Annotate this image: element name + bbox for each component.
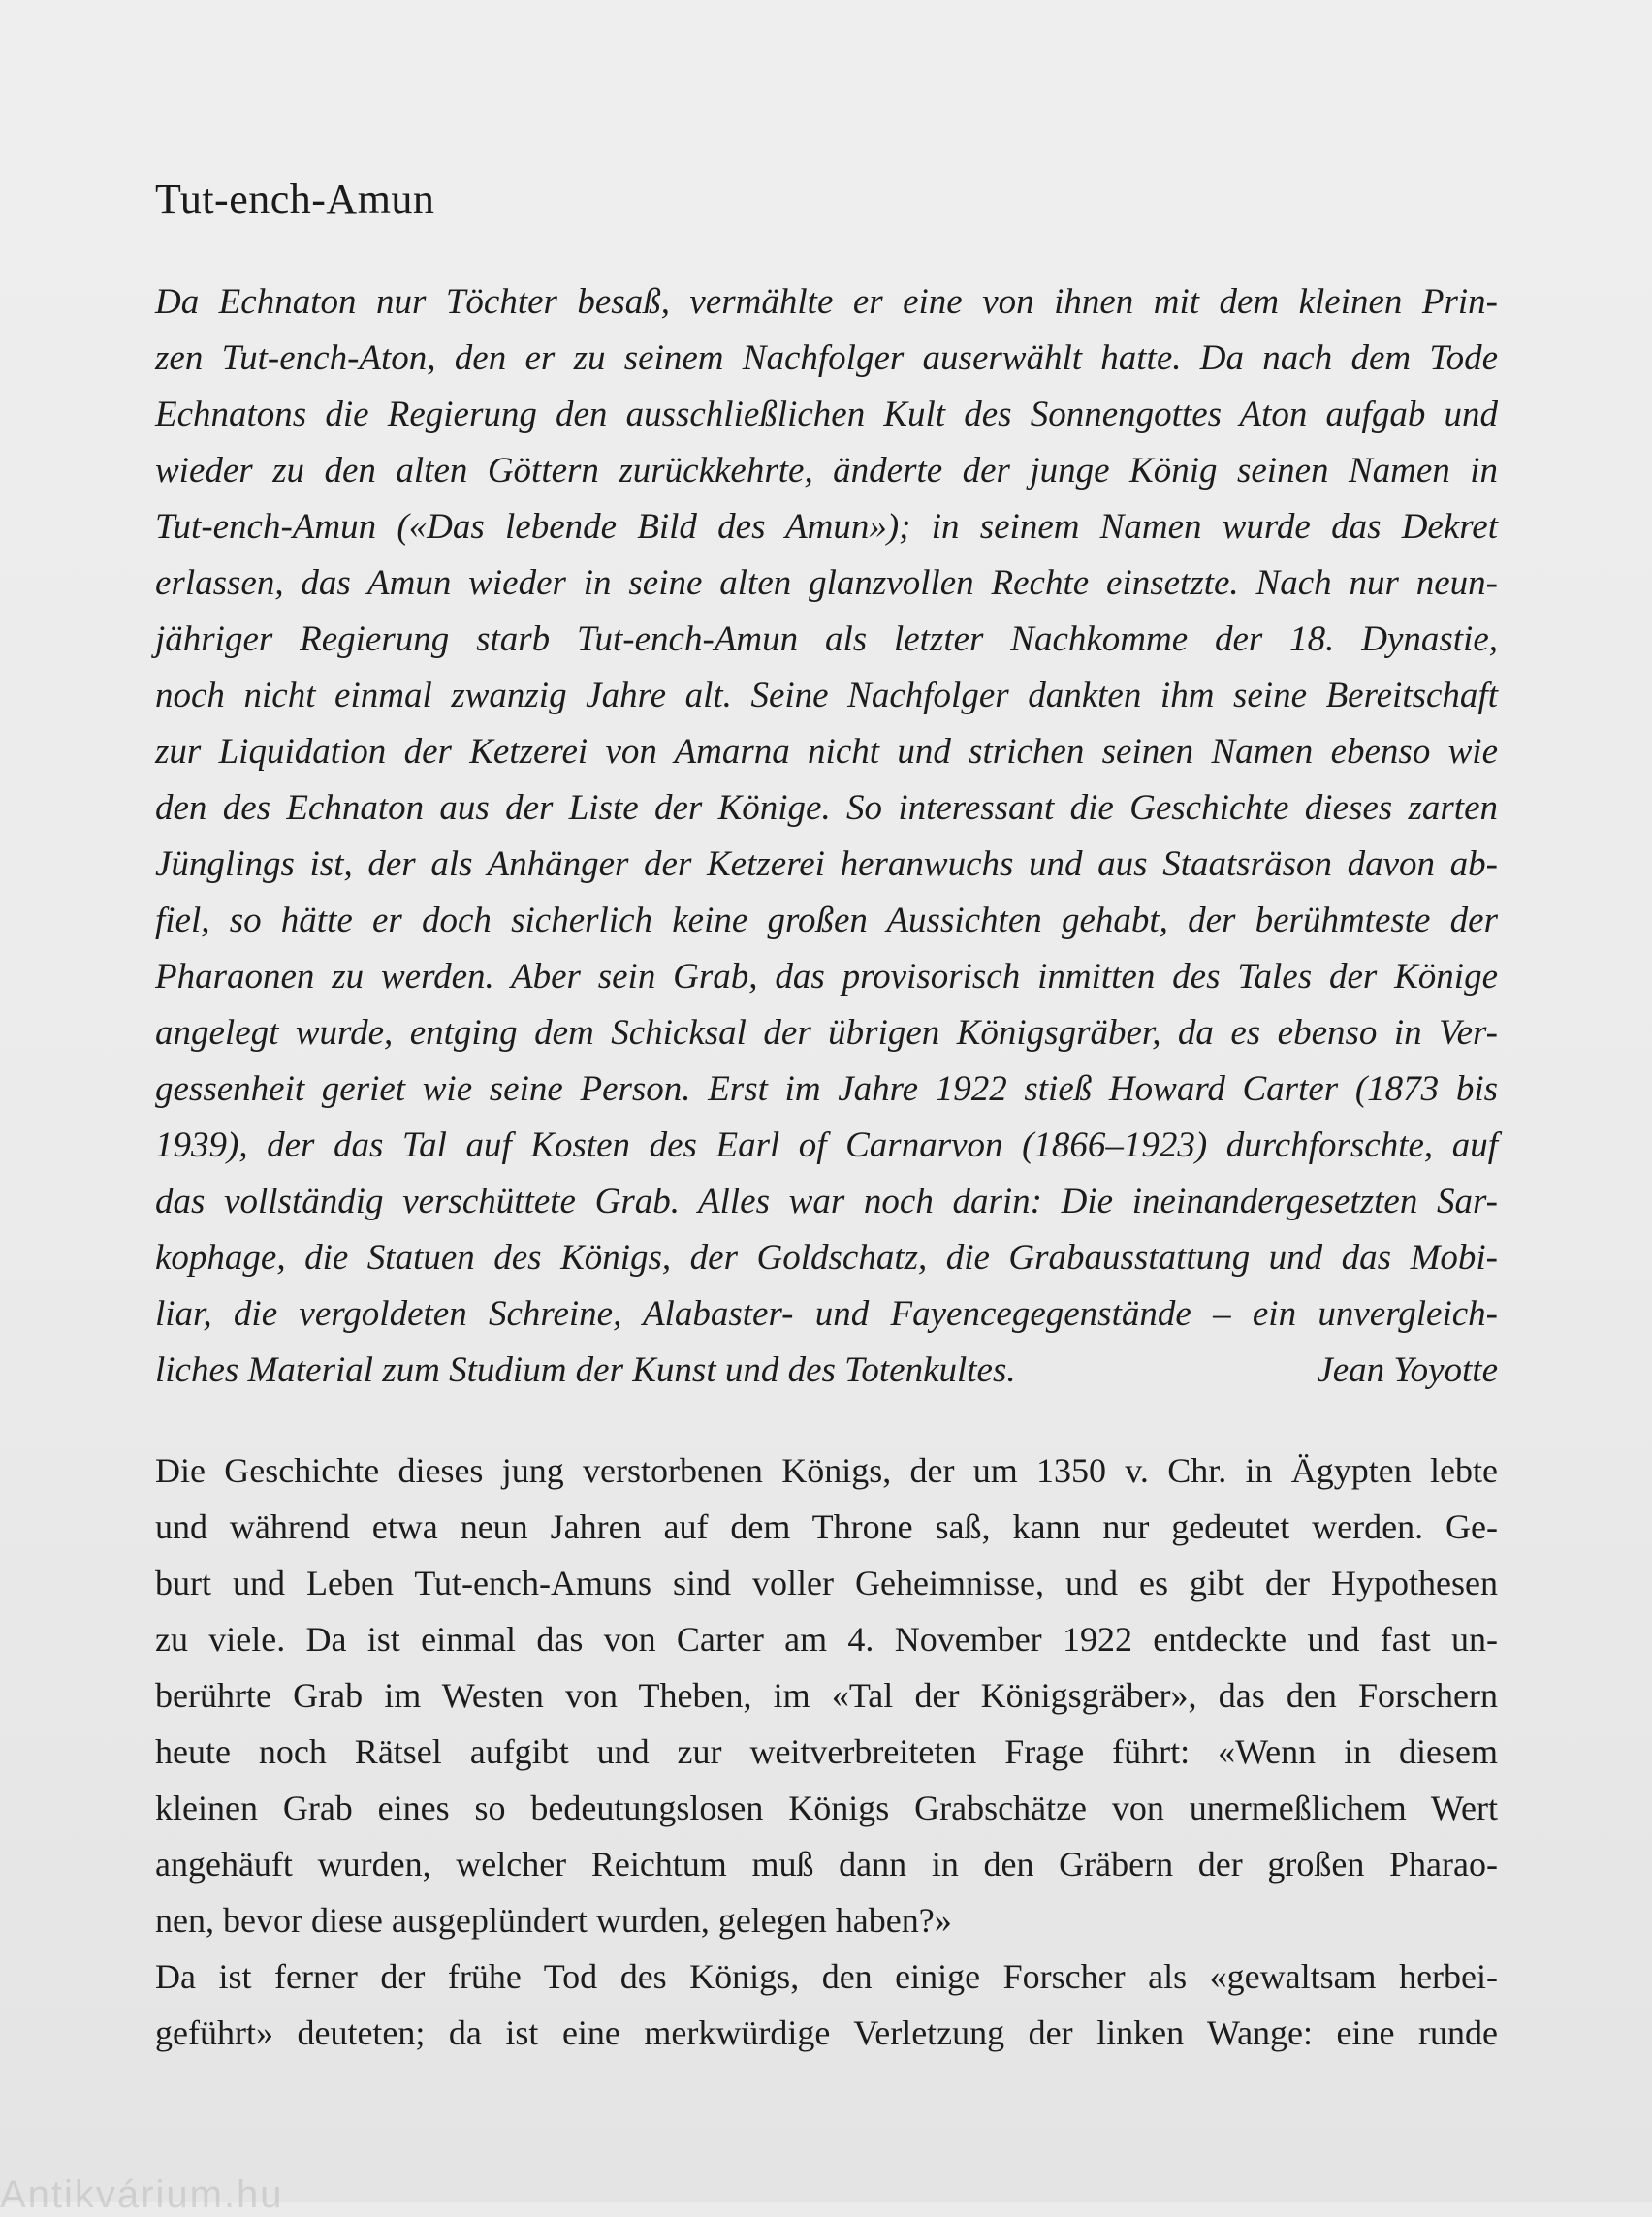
intro-author: Jean Yoyotte xyxy=(1317,1350,1498,1390)
intro-line: Jünglings ist, der als Anhänger der Ketzerei heranwuchs und aus Staatsräson davon ab- xyxy=(155,844,1498,884)
intro-line: 1939), der das Tal auf Kosten des Earl of Carnarvon (1866–1923) durchforschte, auf xyxy=(155,1125,1498,1165)
intro-line: das vollständig verschüttete Grab. Alles war noch darin: Die ineinandergesetzten Sar- xyxy=(155,1182,1498,1221)
body-line: Die Geschichte dieses jung verstorbenen Königs, der um 1350 v. Chr. in Ägypten lebte xyxy=(155,1451,1498,1490)
intro-line: liar, die vergoldeten Schreine, Alabaster- und Fayencegegenstände – ein unvergleich- xyxy=(155,1294,1498,1334)
intro-line: gessenheit geriet wie seine Person. Erst im Jahre 1922 stieß Howard Carter (1873 bis xyxy=(155,1069,1498,1109)
intro-line: noch nicht einmal zwanzig Jahre alt. Seine Nachfolger dankten ihm seine Bereitschaft xyxy=(155,676,1498,715)
intro-line: Echnatons die Regierung den ausschließlichen Kult des Sonnengottes Aton aufgab und xyxy=(155,395,1498,434)
body-line: nen, bevor diese ausgeplündert wurden, gelegen haben?» xyxy=(155,1901,952,1940)
body-line: geführt» deuteten; da ist eine merkwürdige Verletzung der linken Wange: eine runde xyxy=(155,2013,1498,2052)
intro-line: wieder zu den alten Göttern zurückkehrte, änderte der junge König seinen Namen in xyxy=(155,451,1498,491)
intro-line: Pharaonen zu werden. Aber sein Grab, das provisorisch inmitten des Tales der Könige xyxy=(155,957,1498,997)
body-line: kleinen Grab eines so bedeutungslosen Königs Grabschätze von unermeßlichem Wert xyxy=(155,1789,1498,1827)
body-line: heute noch Rätsel aufgibt und zur weitverbreiteten Frage führt: «Wenn in diesem xyxy=(155,1732,1498,1771)
intro-line: Da Echnaton nur Töchter besaß, vermählte er eine von ihnen mit dem kleinen Prin- xyxy=(155,282,1498,322)
chapter-title: Tut-ench-Amun xyxy=(155,175,435,223)
body-paragraph xyxy=(155,1442,1498,2061)
intro-line: Tut-ench-Amun («Das lebende Bild des Amun»); in seinem Namen wurde das Dekret xyxy=(155,507,1498,547)
intro-line: angelegt wurde, entging dem Schicksal der übrigen Königsgräber, da es ebenso in Ver- xyxy=(155,1013,1498,1053)
body-line: Da ist ferner der frühe Tod des Königs, den einige Forscher als «gewaltsam herbei- xyxy=(155,1957,1498,1996)
body-line: angehäuft wurden, welcher Reichtum muß dann in den Gräbern der großen Pharao- xyxy=(155,1845,1498,1884)
body-line: und während etwa neun Jahren auf dem Throne saß, kann nur gedeutet werden. Ge- xyxy=(155,1507,1498,1546)
intro-line: fiel, so hätte er doch sicherlich keine großen Aussichten gehabt, der berühmteste der xyxy=(155,901,1498,940)
intro-line: kophage, die Statuen des Königs, der Goldschatz, die Grabausstattung und das Mobi- xyxy=(155,1238,1498,1278)
watermark: Antikvárium.hu xyxy=(0,2173,284,2216)
body-line: zu viele. Da ist einmal das von Carter am 4. November 1922 entdeckte und fast un- xyxy=(155,1620,1498,1659)
body-line: burt und Leben Tut-ench-Amuns sind voller Geheimnisse, und es gibt der Hypothesen xyxy=(155,1564,1498,1602)
intro-line: zen Tut-ench-Aton, den er zu seinem Nachfolger auserwählt hatte. Da nach dem Tode xyxy=(155,338,1498,378)
intro-line: erlassen, das Amun wieder in seine alten glanzvollen Rechte einsetzte. Nach nur neun- xyxy=(155,563,1498,603)
intro-line: den des Echnaton aus der Liste der Könige. So interessant die Geschichte dieses zarten xyxy=(155,788,1498,828)
intro-closing-text: liches Material zum Studium der Kunst und des Totenkultes. xyxy=(155,1350,1016,1390)
intro-paragraph xyxy=(155,274,1498,1399)
intro-line: jähriger Regierung starb Tut-ench-Amun als letzter Nachkomme der 18. Dynastie, xyxy=(155,619,1498,659)
intro-last-line xyxy=(155,1343,1498,1399)
intro-line: zur Liquidation der Ketzerei von Amarna nicht und strichen seinen Namen ebenso wie xyxy=(155,732,1498,772)
body-line: berührte Grab im Westen von Theben, im «Tal der Königsgräber», das den Forschern xyxy=(155,1676,1498,1715)
